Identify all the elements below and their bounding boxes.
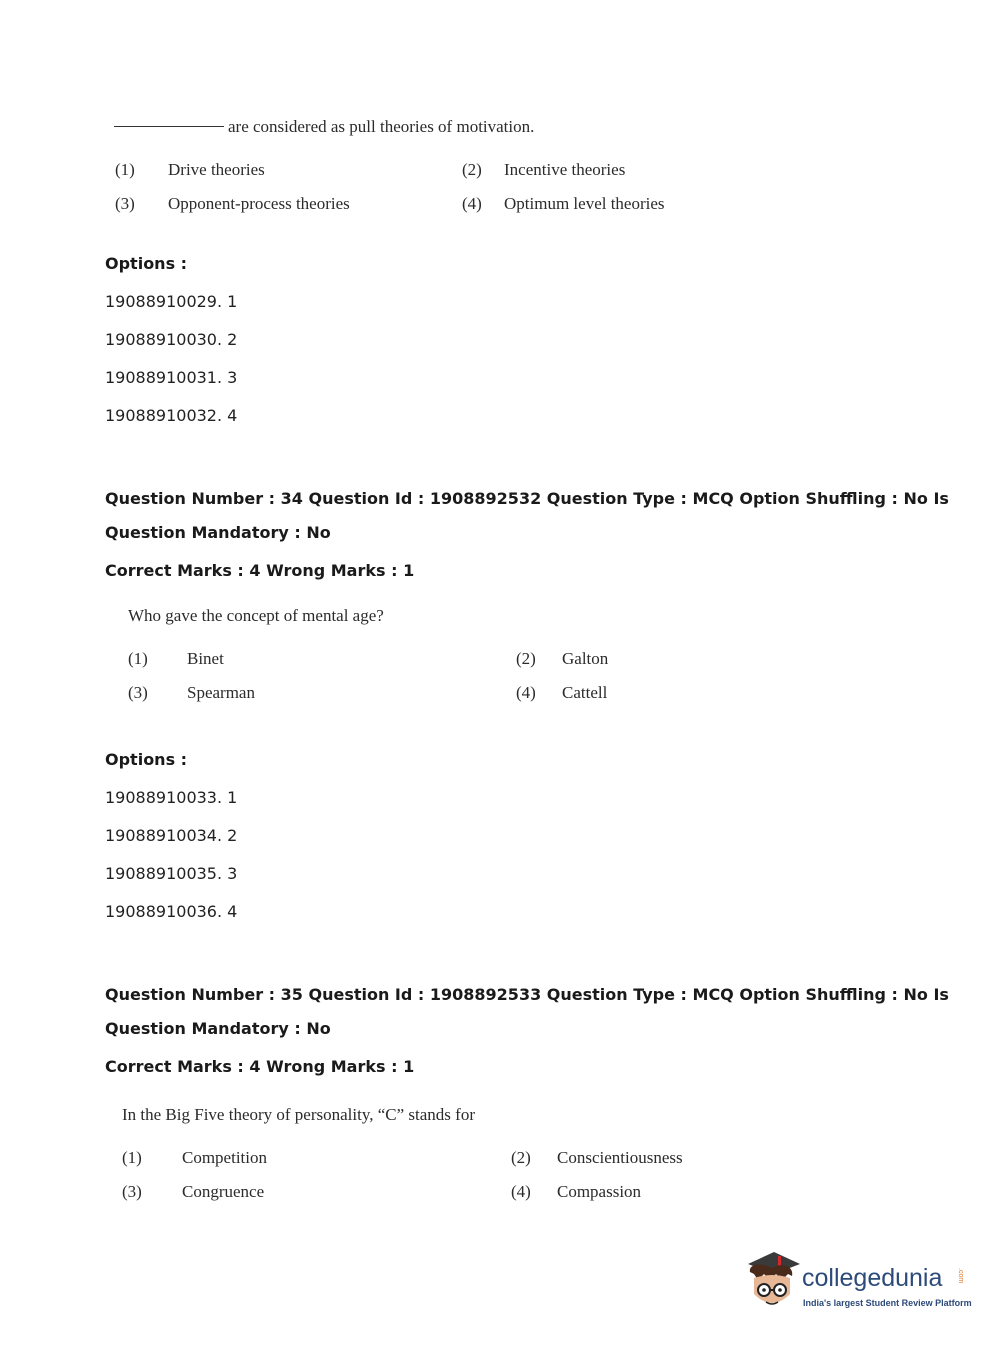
q34-option-id-3: 19088910035. 3	[105, 864, 238, 883]
q34-option-4-number: (4)	[516, 683, 536, 702]
q34-header-line-1: Question Number : 34 Question Id : 1908892532 Question Type : MCQ Option Shuffling : No Is	[105, 489, 949, 508]
q33-option-2-text: Incentive theories	[504, 160, 626, 179]
q35-option-2-text: Conscientiousness	[557, 1148, 683, 1167]
logo-com-suffix: .com	[957, 1268, 964, 1284]
q34-option-3-number: (3)	[128, 683, 148, 702]
logo-brand-text: collegedunia	[802, 1264, 943, 1292]
q33-option-2-number: (2)	[462, 160, 482, 179]
mascot-icon	[742, 1250, 804, 1316]
q34-option-1-number: (1)	[128, 649, 148, 668]
q33-option-id-4: 19088910032. 4	[105, 406, 238, 425]
q35-header-line-2: Question Mandatory : No	[105, 1019, 331, 1038]
q33-option-id-3: 19088910031. 3	[105, 368, 238, 387]
q35-stem: In the Big Five theory of personality, “C” stands for	[122, 1105, 475, 1124]
q34-stem: Who gave the concept of mental age?	[128, 606, 384, 625]
collegedunia-logo[interactable]	[742, 1250, 972, 1320]
q34-marks: Correct Marks : 4 Wrong Marks : 1	[105, 561, 415, 580]
q34-options-label: Options :	[105, 750, 188, 769]
q33-options-label: Options :	[105, 254, 188, 273]
q35-option-3-number: (3)	[122, 1182, 142, 1201]
q33-option-1-number: (1)	[115, 160, 135, 179]
q34-option-id-2: 19088910034. 2	[105, 826, 238, 845]
q33-option-4-text: Optimum level theories	[504, 194, 665, 213]
q33-option-id-1: 19088910029. 1	[105, 292, 238, 311]
q34-option-2-text: Galton	[562, 649, 609, 668]
q34-option-id-1: 19088910033. 1	[105, 788, 238, 807]
q35-option-1-text: Competition	[182, 1148, 267, 1167]
q34-option-4-text: Cattell	[562, 683, 608, 702]
q33-option-3-number: (3)	[115, 194, 135, 213]
q35-option-2-number: (2)	[511, 1148, 531, 1167]
q34-option-id-4: 19088910036. 4	[105, 902, 238, 921]
q34-option-3-text: Spearman	[187, 683, 255, 702]
fill-in-blank-line	[114, 126, 224, 127]
q34-option-2-number: (2)	[516, 649, 536, 668]
q35-option-1-number: (1)	[122, 1148, 142, 1167]
q33-option-id-2: 19088910030. 2	[105, 330, 238, 349]
q35-option-4-number: (4)	[511, 1182, 531, 1201]
q35-marks: Correct Marks : 4 Wrong Marks : 1	[105, 1057, 415, 1076]
q34-option-1-text: Binet	[187, 649, 224, 668]
q35-header-line-1: Question Number : 35 Question Id : 1908892533 Question Type : MCQ Option Shuffling : No Is	[105, 985, 949, 1004]
q35-option-3-text: Congruence	[182, 1182, 265, 1201]
q34-header-line-2: Question Mandatory : No	[105, 523, 331, 542]
q33-option-1-text: Drive theories	[168, 160, 265, 179]
logo-tagline: India's largest Student Review Platform	[803, 1298, 972, 1308]
q33-option-3-text: Opponent-process theories	[168, 194, 350, 213]
q35-option-4-text: Compassion	[557, 1182, 642, 1201]
q33-option-4-number: (4)	[462, 194, 482, 213]
q33-stem: are considered as pull theories of motivation.	[228, 117, 535, 136]
